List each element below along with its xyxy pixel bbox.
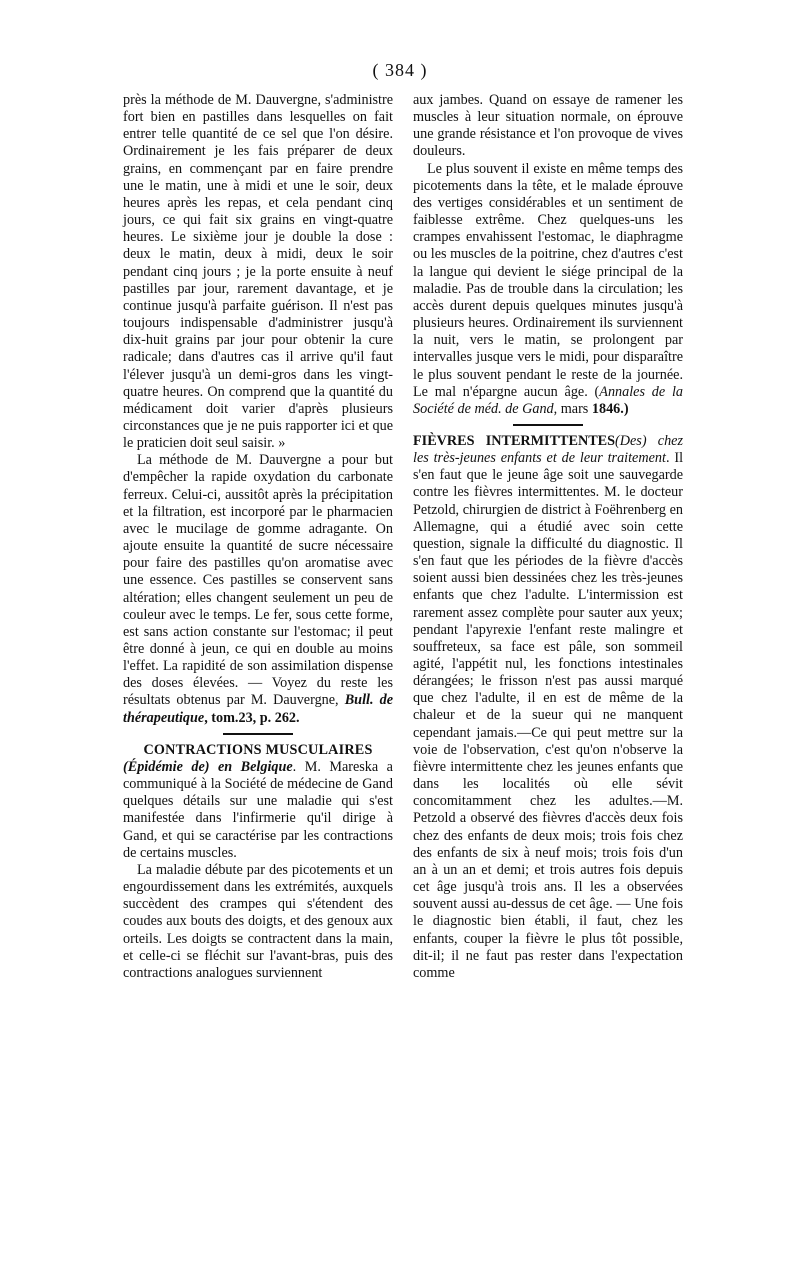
section-heading: CONTRACTIONS MUSCULAIRES — [143, 741, 373, 758]
section-heading: FIÈVRES INTERMITTENTES — [413, 432, 616, 449]
paragraph-text: La méthode de M. Dauvergne a pour but d'empêcher la rapide oxydation du carbonate ferreux. Celui-ci, aussitôt après la précipitation et la filtration, est incorporé par le pharmacien avec le mucilage de gomme adragante. On ajoute ensuite la quantité de sucre nécessaire pour faire des pastilles qu'on aromatise avec une essence. Ces pastilles se conservent sans altération; elles changent seulement un peu de couleur avec le temps. Le fer, sous cette forme, est sans action constante sur l'estomac; il peut être donné à jeun, ce qui en double au moins l'effet. La rapidité de son assimilation dispense des doses élevées. — Voyez du reste les résultats obtenus par M. Dauvergne, — [123, 452, 393, 709]
paragraph: La maladie débute par des picotements et un engourdissement dans les extrémités, auxquels succèdent des crampes qui s'étendent des coudes aux bouts des doigts, et des genoux aux orteils. Les doigts se contractent dans la main, et celle-ci se fléchit sur l'avant-bras, puis des contractions analogues surviennent — [123, 861, 393, 981]
left-column — [123, 92, 393, 982]
citation-tail: , tom.23, p. 262. — [204, 709, 300, 726]
paragraph: près la méthode de M. Dauvergne, s'administre fort bien en pastilles dans lesquelles on fait entrer telle quantité de ce sel que l'on désire. Ordinairement je les fais préparer de deux grains, en commençant par en faire prendre une le matin, une à midi et une le soir, deux heures après les repas, et cela pendant cinq jours, ce qui fait six grains en vingt-quatre heures. Le sixième jour je double la dose : deux le matin, deux à midi, deux le soir pendant cinq jours ; je la porte ensuite à neuf pastilles par jour, rarement davantage, et je continue jusqu'à parfaite guérison. Il n'est pas toujours indispensable d'administrer jusqu'à dix-huit grains par jour pour obtenir la cure radicale; dans d'autres cas il arrive qu'il faut l'élever jusqu'à un demi-gros dans les vingt-quatre heures. On comprend que la quantité du médicament doit varier d'après plusieurs circonstances que je ne puis rapporter ici et que le praticien doit seul saisir. » — [123, 92, 393, 452]
paragraph — [413, 161, 683, 418]
citation-year: 1846.) — [591, 400, 629, 417]
paragraph-text: Le plus souvent il existe en même temps des picotements dans la tête, et le malade éprouve des vertiges considérables et un sentiment de faiblesse extrême. Chez quelques-uns les crampes envahissent l'estomac, le diaphragme ou les muscles de la poitrine, chez d'autres c'est la langue qui devient le siége principal de la maladie. Pas de trouble dans la circulation; les accès durent depuis quelques minutes jusqu'à plusieurs heures. Ordinairement ils surviennent la nuit, vers le matin, se prolongent par intervalles jusque vers le midi, pour disparaître le plus souvent pendant le reste de la journée. Le mal n'épargne aucun âge. ( — [413, 160, 683, 400]
paragraph — [123, 759, 393, 862]
right-column — [413, 92, 683, 982]
citation: Annales de la Société de méd. de Gand — [413, 383, 683, 417]
paragraph-text: . M. Mareska a communiqué à la Société de médecine de Gand quelques détails sur une maladie qui s'est manifestée dans l'infirmerie qu'il dirige à Gand, et qui se caractérise par les contractions de certains muscles. — [123, 758, 393, 861]
citation: Bull. de thérapeutique — [123, 692, 393, 726]
section-divider — [513, 424, 583, 426]
section-subheading: (Des) chez les très-jeunes enfants et de leur traitement — [413, 432, 683, 467]
page-number: ( 384 ) — [372, 60, 428, 80]
citation-tail: , mars — [553, 400, 589, 417]
section-divider — [223, 733, 293, 735]
paragraph — [413, 433, 683, 982]
section-subheading: (Épidémie de) en Belgique — [123, 758, 293, 775]
paragraph — [123, 452, 393, 727]
paragraph: aux jambes. Quand on essaye de ramener les muscles à leur situation normale, on éprouve une grande résistance et l'on provoque de vives douleurs. — [413, 92, 683, 160]
paragraph-text: . Il s'en faut que le jeune âge soit une sauvegarde contre les fièvres intermittentes. M. le docteur Petzold, chirurgien de district à Foëhrenberg en Allemagne, qui a étudié avec soin cette question, signale la difficulté du diagnostic. Il s'en faut que les périodes de la fièvre d'accès soient aussi bien dessinées chez les très-jeunes enfants que chez l'adulte. L'intermission est rarement assez complète pour sauter aux yeux; pendant l'apyrexie l'enfant reste malingre et souffreteux, sa face est pâle, son sommeil agité, l'appétit nul, les fonctions intestinales dérangées; le frisson n'est pas aussi marqué que chez l'adulte, il en est de même de la chaleur et de la sueur qui ne manquent cependant jamais.—Ce qui peut mettre sur la voie de l'observation, c'est qu'on n'observe la fièvre intermittente chez les jeunes enfants que dans les localités où elle sévit concomitamment chez les adultes.—M. Petzold a observé des fièvres d'accès deux fois chez des enfants de deux mois; trois fois chez des enfants de six à neuf mois; trois fois d'un an à un an et demi; et trois autres fois depuis cet âge jusqu'à trois ans. Il les a observées souvent aussi au-dessus de cet âge. — Une fois le diagnostic bien établi, il faut, chez les enfants, couper la fièvre le plus tôt possible, dit-il; il ne faut pas rester dans l'expectation comme — [413, 450, 684, 981]
